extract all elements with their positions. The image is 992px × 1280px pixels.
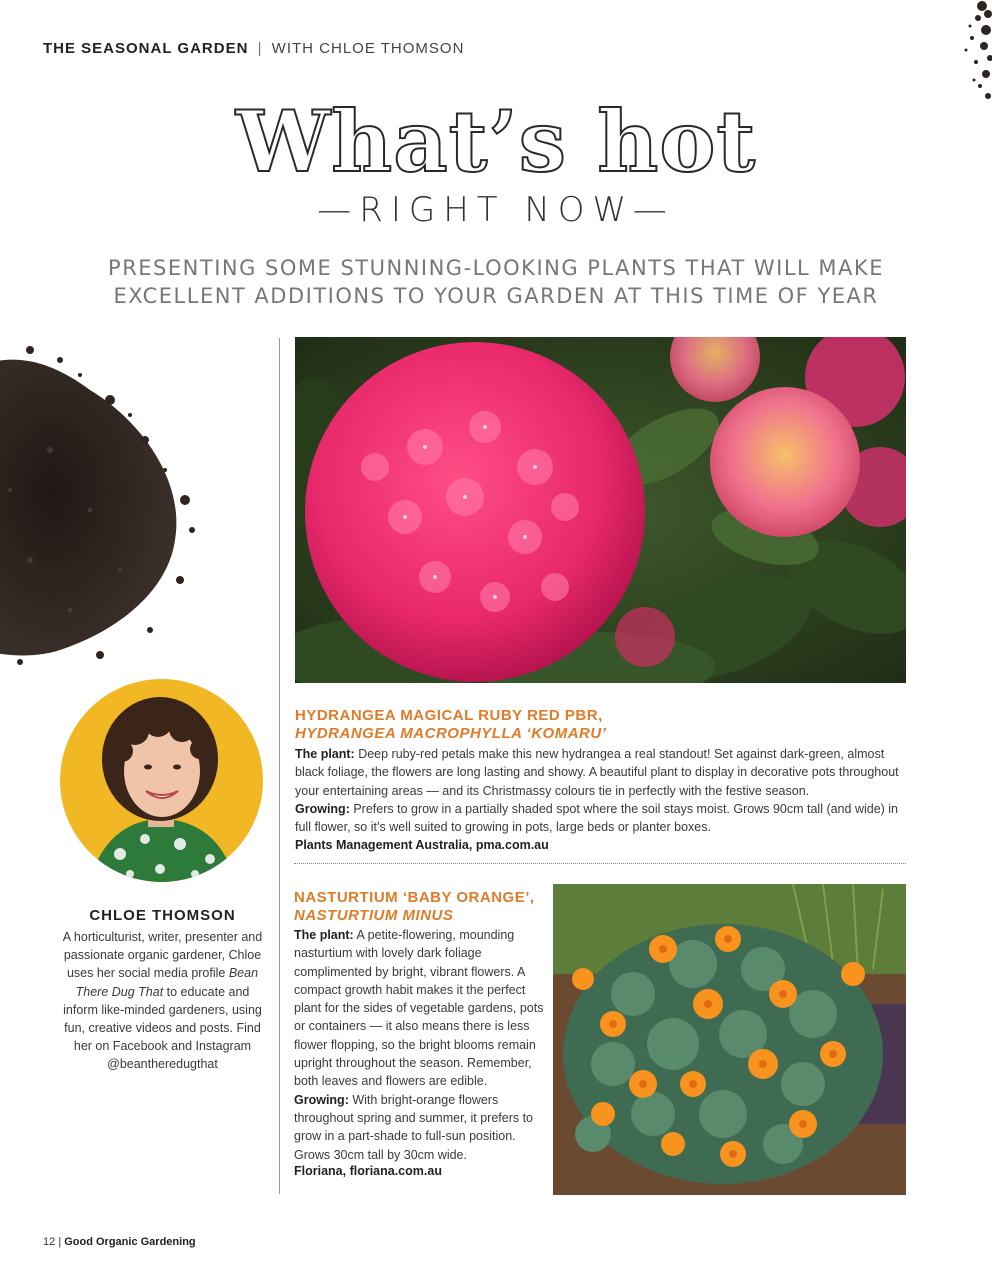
plant-paragraph xyxy=(294,926,544,1091)
plant-description xyxy=(294,926,544,1164)
plant-name: HYDRANGEA MAGICAL RUBY RED PBR, xyxy=(295,707,603,724)
growing-text: With bright-orange flowers throughout spring and summer, it prefers to grow in a part-shade to full-sun position. Grows 30cm tall by 30cm wide. xyxy=(294,1092,534,1162)
plant-entry-hydrangea xyxy=(295,707,907,852)
column-divider xyxy=(279,338,280,1194)
page-number: 12 xyxy=(43,1236,56,1248)
author-social-profile: Bean There Dug That xyxy=(75,966,259,999)
page-title: What’s hot xyxy=(235,92,757,191)
running-head xyxy=(43,40,464,57)
plant-label: The plant: xyxy=(294,928,354,942)
plant-entry-nasturtium xyxy=(294,889,544,1178)
plant-latin-name: NASTURTIUM MINUS xyxy=(294,907,454,924)
plant-source: Floriana, floriana.com.au xyxy=(294,1163,442,1178)
nasturtium-photo xyxy=(553,884,906,1195)
page-subtitle: —RIGHT NOW— xyxy=(317,190,675,230)
author-bio-text-end: to educate and inform like-minded gardeners, using fun, creative videos and posts. Find her on Facebook and Instagram @beantheredugthat xyxy=(63,984,262,1072)
soil-decoration-top-right xyxy=(950,0,992,110)
author-bio-text: A horticulturist, writer, presenter and passionate organic gardener, Chloe uses her social media profile xyxy=(62,930,263,981)
growing-paragraph xyxy=(294,1091,544,1164)
plant-description xyxy=(295,745,907,836)
plant-paragraph xyxy=(295,745,907,800)
plant-source: Plants Management Australia, pma.com.au xyxy=(295,838,549,853)
plant-latin-name: HYDRANGEA MACROPHYLLA ‘KOMARU’ xyxy=(295,725,607,742)
section-title: THE SEASONAL GARDEN xyxy=(43,40,249,57)
header-separator: | xyxy=(257,40,263,57)
growing-label: Growing: xyxy=(295,801,350,816)
footer-separator: | xyxy=(58,1236,62,1248)
dotted-divider xyxy=(294,863,906,864)
plant-text: Deep ruby-red petals make this new hydrangea a real standout! Set against dark-green, almost black foliage, the flowers are long lasting and showy. A beautiful plant to display in decorative pots throughout your entertaining areas — and its Christmassy colours tie in perfectly with the festive season. xyxy=(295,747,899,798)
plant-label: The plant: xyxy=(295,747,355,761)
hydrangea-photo xyxy=(295,337,906,683)
page-deck xyxy=(100,254,892,310)
author-portrait xyxy=(60,679,263,882)
growing-paragraph xyxy=(295,800,907,837)
plant-text: A petite-flowering, mounding nasturtium with lovely dark foliage complimented by bright, vibrant flowers. A compact growth habit makes it the perfect plant for the sides of vegetable gardens, pots or containers — it also means there is less flower flopping, so the bright blooms remain upright throughout the season. Remember, both leaves and flowers are edible. xyxy=(294,928,544,1089)
plant-heading xyxy=(294,889,544,925)
page-footer xyxy=(43,1236,196,1248)
growing-text: Prefers to grow in a partially shaded spot where the soil stays moist. Grows 90cm tall (and wide) in full flower, so it’s well suited to growing in pots, large beds or planter boxes. xyxy=(295,801,899,835)
deck-line-2: EXCELLENT ADDITIONS TO YOUR GARDEN AT THIS TIME OF YEAR xyxy=(113,284,879,308)
magazine-name: Good Organic Gardening xyxy=(64,1236,196,1248)
plant-heading xyxy=(295,707,907,743)
header-byline: WITH CHLOE THOMSON xyxy=(271,40,465,57)
plant-name: NASTURTIUM ‘BABY ORANGE’, xyxy=(294,889,535,906)
soil-decoration-left xyxy=(0,330,200,670)
deck-line-1: PRESENTING SOME STUNNING-LOOKING PLANTS THAT WILL MAKE xyxy=(108,256,884,280)
author-name: CHLOE THOMSON xyxy=(89,907,236,924)
author-bio xyxy=(60,928,265,1074)
growing-label: Growing: xyxy=(294,1092,349,1107)
